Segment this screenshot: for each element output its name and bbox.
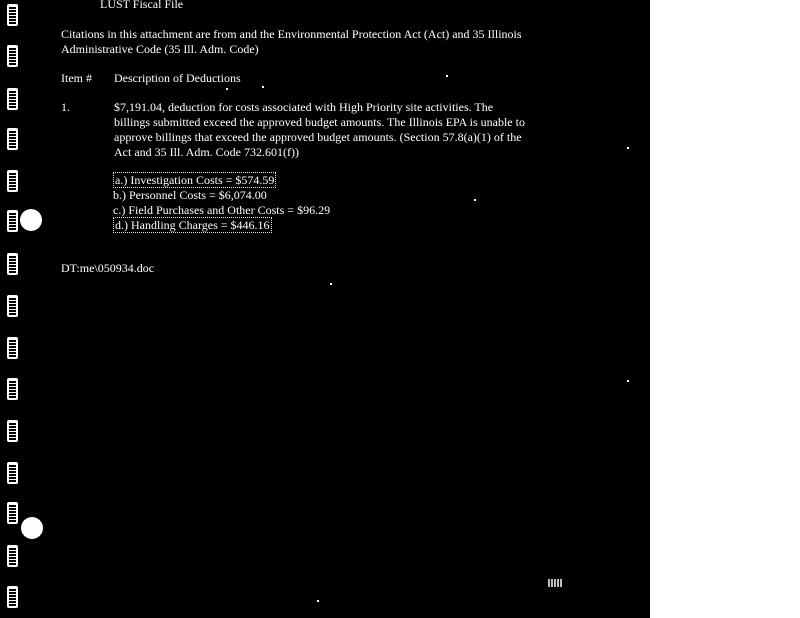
file-label: LUST Fiscal File — [100, 0, 184, 11]
punch-hole — [21, 517, 43, 539]
binder-tab — [7, 586, 18, 608]
scan-speck — [262, 86, 264, 88]
binder-tab — [7, 170, 18, 192]
document-reference: DT:me\050934.doc — [61, 261, 155, 275]
cost-item: c.) Field Purchases and Other Costs = $96.29 — [113, 203, 331, 217]
binder-tab — [7, 128, 18, 150]
scan-stamp — [548, 579, 562, 587]
binder-tab — [7, 253, 18, 275]
deduction-line: Act and 35 Ill. Adm. Code 732.601(f)) — [114, 145, 299, 159]
cost-item: a.) Investigation Costs = $574.59 — [115, 173, 275, 187]
deduction-line: approve billings that exceed the approved budget amounts. (Section 57.8(a)(1) of the — [114, 130, 522, 144]
binder-tab — [7, 337, 18, 359]
scan-speck — [446, 75, 448, 77]
binder-tab — [7, 88, 18, 110]
deduction-description — [114, 100, 525, 160]
cost-breakdown — [113, 173, 330, 233]
binder-tab — [7, 45, 18, 67]
cost-item: b.) Personnel Costs = $6,074.00 — [113, 188, 267, 202]
deduction-line: billings submitted exceed the approved budget amounts. The Illinois EPA is unable to — [114, 115, 525, 129]
scan-speck — [627, 147, 629, 149]
description-header: Description of Deductions — [114, 71, 241, 85]
binder-edge — [4, 0, 22, 618]
citation-note-line: Citations in this attachment are from and the Environmental Protection Act (Act) and 35 Illinois — [61, 27, 522, 41]
binder-tab — [7, 378, 18, 400]
scan-speck — [330, 283, 332, 285]
item-number: 1. — [61, 100, 70, 114]
binder-tab — [7, 545, 18, 567]
item-number-header: Item # — [61, 71, 92, 85]
binder-tab — [7, 462, 18, 484]
binder-tab — [7, 295, 18, 317]
punch-hole — [20, 209, 42, 231]
scan-speck — [474, 199, 476, 201]
binder-tab — [7, 502, 18, 524]
cost-item: d.) Handling Charges = $446.16 — [115, 218, 270, 232]
scan-speck — [317, 600, 319, 602]
binder-tab — [7, 420, 18, 442]
citation-note-line: Administrative Code (35 Ill. Adm. Code) — [61, 42, 259, 56]
scan-speck — [627, 380, 629, 382]
scan-speck — [226, 88, 228, 90]
citation-note — [61, 27, 522, 57]
binder-tab — [7, 4, 18, 26]
binder-tab — [7, 210, 18, 232]
deduction-line: $7,191.04, deduction for costs associated with High Priority site activities. The — [114, 100, 494, 114]
